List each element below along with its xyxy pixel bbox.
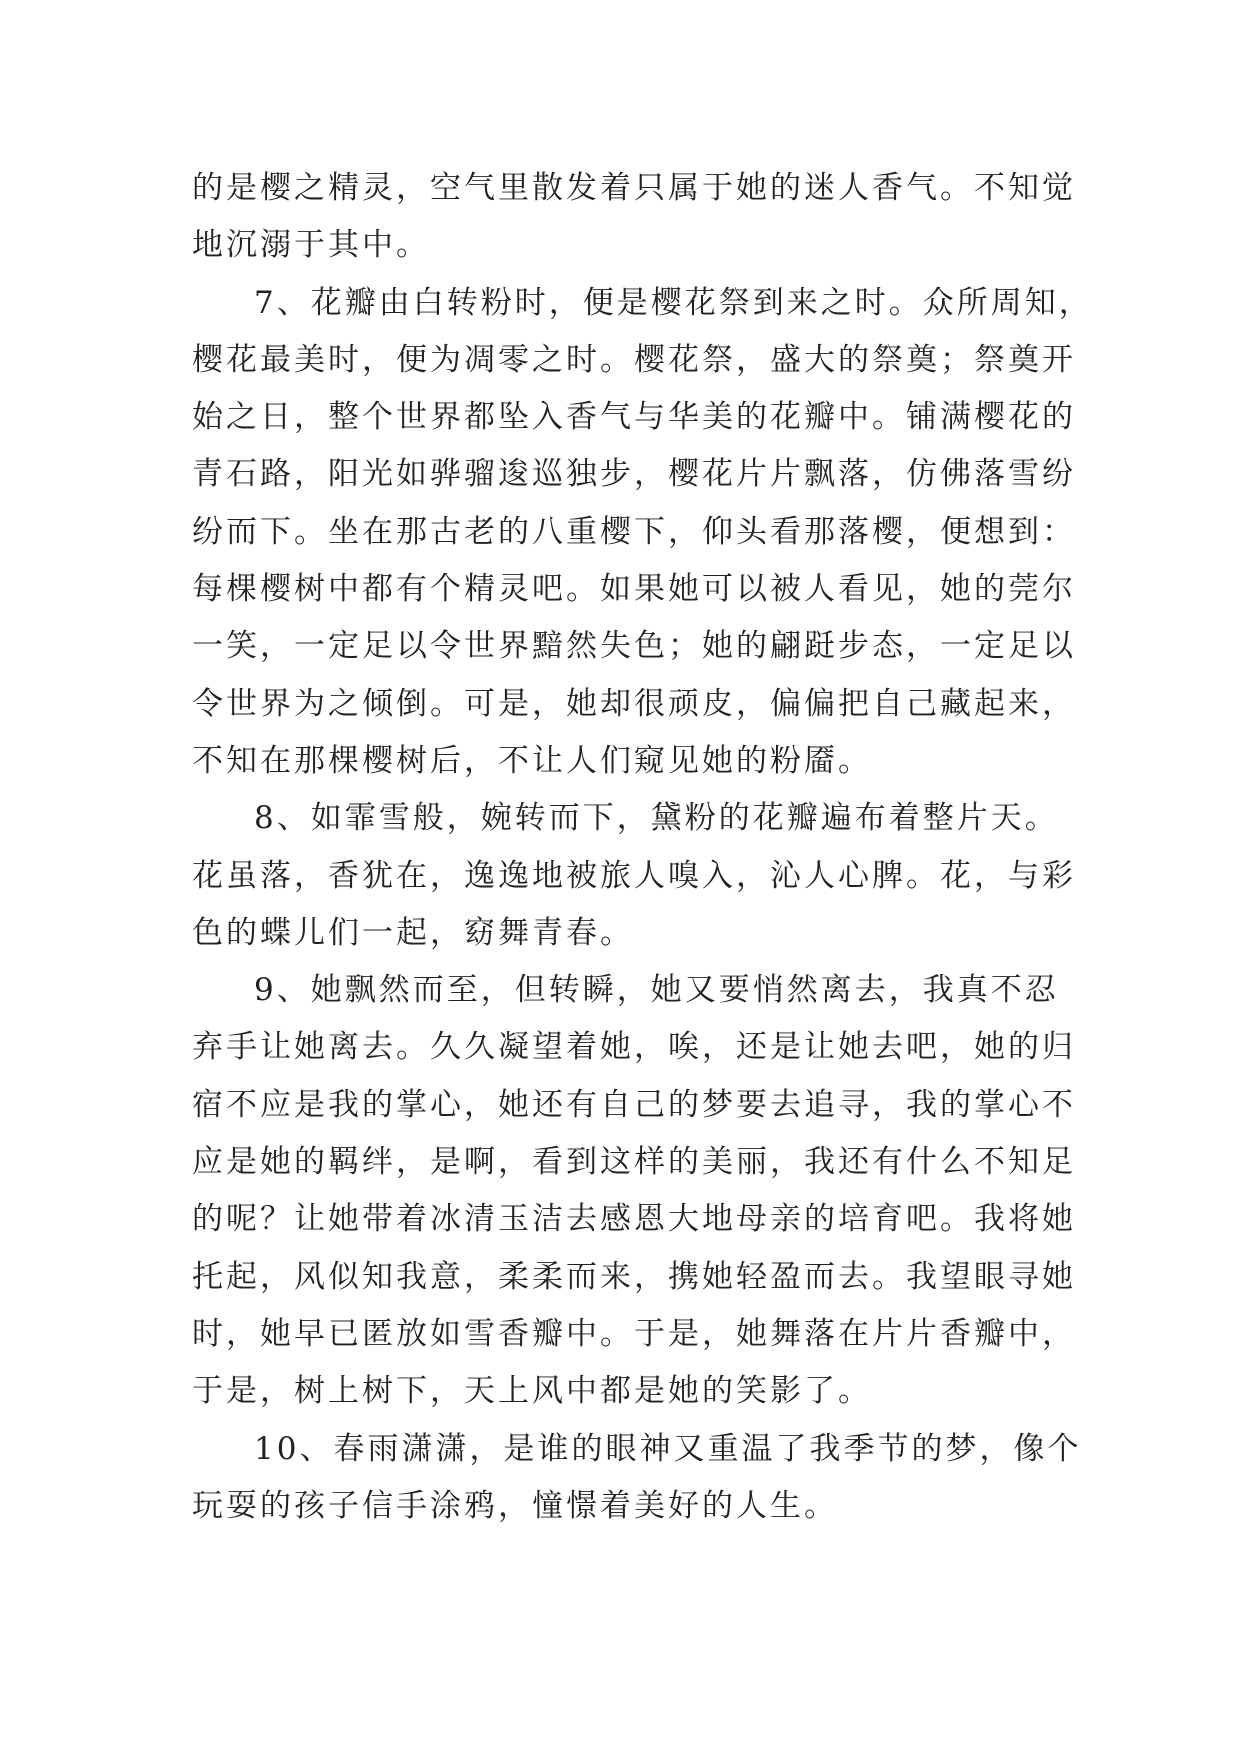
text-line: 樱花最美时，便为凋零之时。樱花祭，盛大的祭奠；祭奠开 bbox=[192, 341, 1076, 378]
text-line: 应是她的羁绊，是啊，看到这样的美丽，我还有什么不知足 bbox=[192, 1144, 1076, 1181]
text-line: 始之日，整个世界都坠入香气与华美的花瓣中。铺满樱花的 bbox=[192, 399, 1076, 436]
text-line: 一笑，一定足以令世界黯然失色；她的翩跹步态，一定足以 bbox=[192, 628, 1076, 665]
text-line: 托起，风似知我意，柔柔而来，携她轻盈而去。我望眼寻她 bbox=[192, 1258, 1076, 1295]
body-text bbox=[192, 160, 1093, 1535]
paragraph-7-first-line: 7、花瓣由白转粉时，便是樱花祭到来之时。众所周知， bbox=[254, 284, 1093, 321]
text-line: 于是，树上树下，天上风中都是她的笑影了。 bbox=[192, 1373, 872, 1410]
text-line: 不知在那棵樱树后，不让人们窥见她的粉靥。 bbox=[192, 742, 872, 779]
text-line: 玩耍的孩子信手涂鸦，憧憬着美好的人生。 bbox=[192, 1487, 838, 1524]
text-line: 青石路，阳光如骅骝逡巡独步，樱花片片飘落，仿佛落雪纷 bbox=[192, 456, 1076, 493]
text-line: 令世界为之倾倒。可是，她却很顽皮，偏偏把自己藏起来， bbox=[192, 685, 1076, 722]
text-line: 每棵樱树中都有个精灵吧。如果她可以被人看见，她的莞尔 bbox=[192, 571, 1076, 608]
paragraph-9-first-line: 9、她飘然而至，但转瞬，她又要悄然离去，我真不忍 bbox=[254, 972, 1059, 1009]
text-line: 的是樱之精灵，空气里散发着只属于她的迷人香气。不知觉 bbox=[192, 170, 1076, 206]
paragraph-10-first-line: 10、春雨潇潇，是谁的眼神又重温了我季节的梦，像个 bbox=[254, 1430, 1082, 1467]
text-line: 花虽落，香犹在，逸逸地被旅人嗅入，沁人心脾。花，与彩 bbox=[192, 857, 1076, 894]
text-line: 的呢？让她带着冰清玉洁去感恩大地母亲的培育吧。我将她 bbox=[192, 1201, 1076, 1238]
text-line: 时，她早已匿放如雪香瓣中。于是，她舞落在片片香瓣中， bbox=[192, 1315, 1076, 1352]
text-line: 地沉溺于其中。 bbox=[192, 227, 430, 264]
text-line: 纷而下。坐在那古老的八重樱下，仰头看那落樱，便想到： bbox=[192, 513, 1076, 550]
text-line: 弃手让她离去。久久凝望着她，唉，还是让她去吧，她的归 bbox=[192, 1029, 1076, 1066]
paragraph-8-first-line: 8、如霏雪般，婉转而下，黛粉的花瓣遍布着整片天。 bbox=[254, 800, 1059, 837]
text-line: 色的蝶儿们一起，窈舞青春。 bbox=[192, 914, 634, 951]
text-line: 宿不应是我的掌心，她还有自己的梦要去追寻，我的掌心不 bbox=[192, 1086, 1076, 1123]
